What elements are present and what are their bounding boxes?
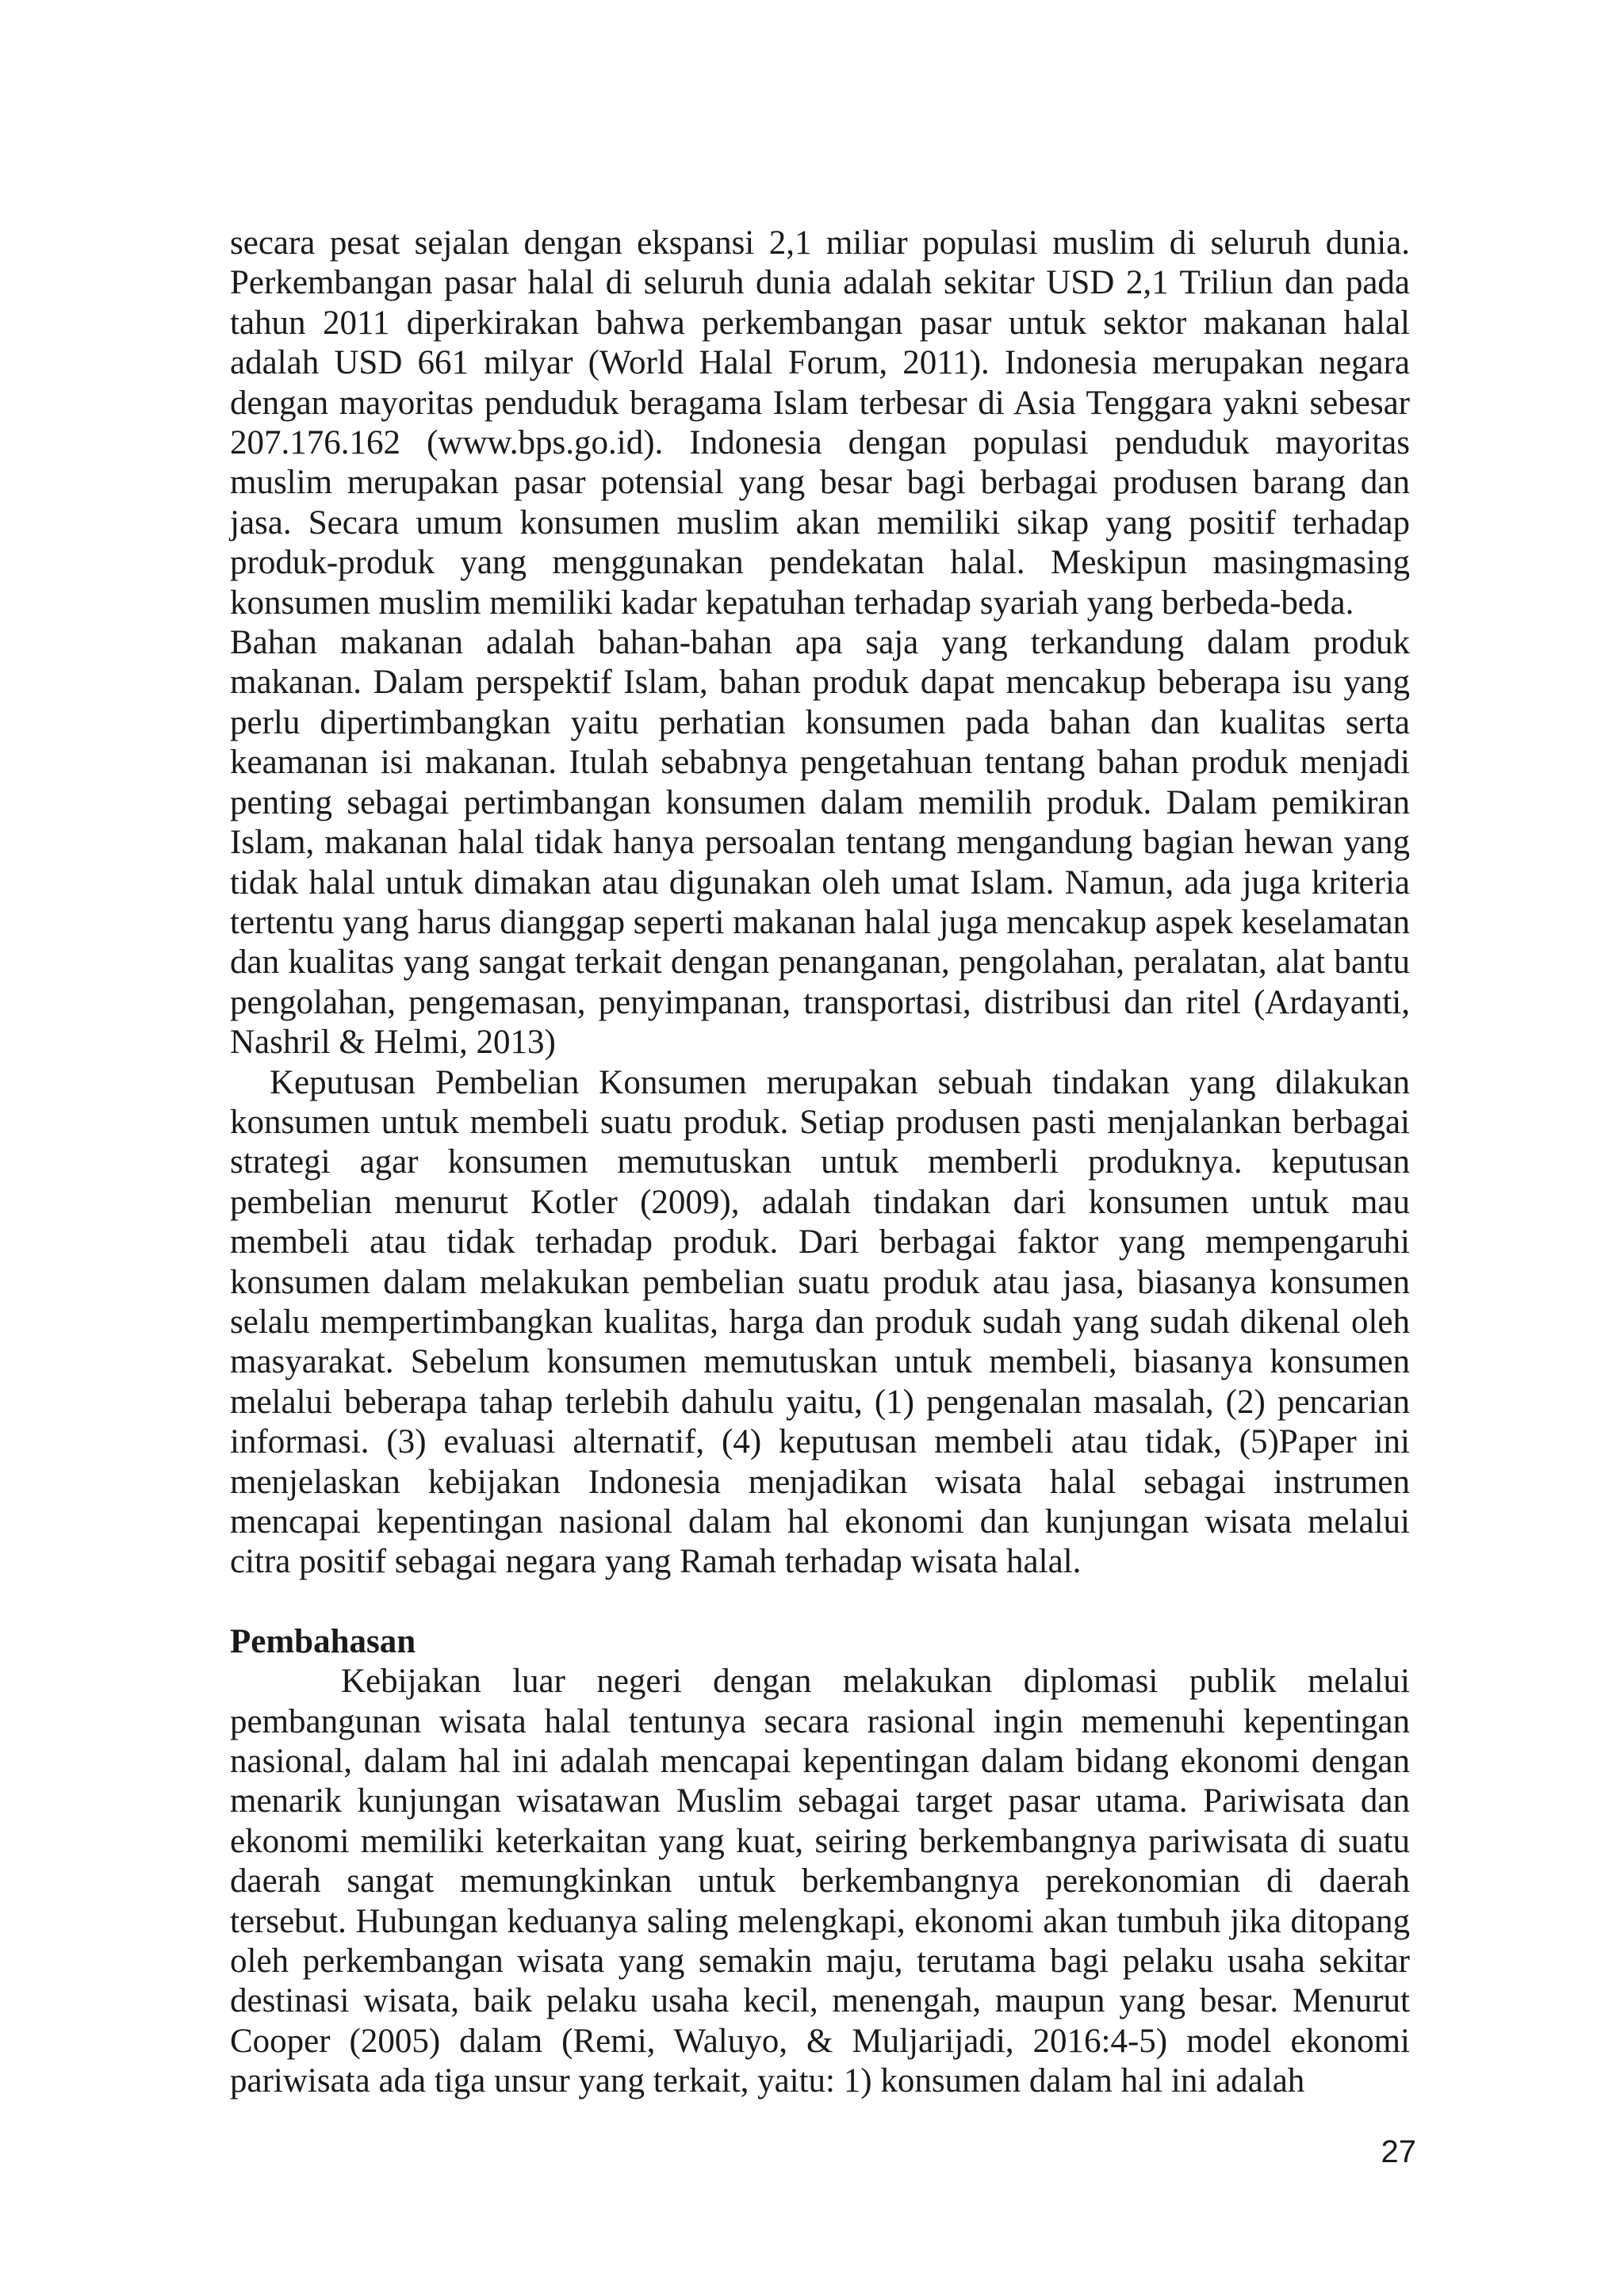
page-number: 27: [1381, 2134, 1416, 2169]
paragraph-purchase-decision: Keputusan Pembelian Konsumen merupakan sebuah tindakan yang dilakukan konsumen untuk membeli suatu produk. Setiap produsen pasti menjalankan berbagai strategi agar konsumen memutuskan untuk memberli produknya. keputusan pembelian menurut Kotler (2009), adalah tindakan dari konsumen untuk mau membeli atau tidak terhadap produk. Dari berbagai faktor yang mempengaruhi konsumen dalam melakukan pembelian suatu produk atau jasa, biasanya konsumen selalu mempertimbangkan kualitas, harga dan produk sudah yang sudah dikenal oleh masyarakat. Sebelum konsumen memutuskan untuk membeli, biasanya konsumen melalui beberapa tahap terlebih dahulu yaitu, (1) pengenalan masalah, (2) pencarian informasi. (3) evaluasi alternatif, (4) keputusan membeli atau tidak, (5)Paper ini menjelaskan kebijakan Indonesia menjadikan wisata halal sebagai instrumen mencapai kepentingan nasional dalam hal ekonomi dan kunjungan wisata melalui citra positif sebagai negara yang Ramah terhadap wisata halal.: [230, 1063, 1410, 1581]
paragraph-food-ingredients: Bahan makanan adalah bahan-bahan apa saja yang terkandung dalam produk makanan. Dalam perspektif Islam, bahan produk dapat mencakup beberapa isu yang perlu dipertimbangkan yaitu perhatian konsumen pada bahan dan kualitas serta keamanan isi makanan. Itulah sebabnya pengetahuan tentang bahan produk menjadi penting sebagai pertimbangan konsumen dalam memilih produk. Dalam pemikiran Islam, makanan halal tidak hanya persoalan tentang mengandung bagian hewan yang tidak halal untuk dimakan atau digunakan oleh umat Islam. Namun, ada juga kriteria tertentu yang harus dianggap seperti makanan halal juga mencakup aspek keselamatan dan kualitas yang sangat terkait dengan penanganan, pengolahan, peralatan, alat bantu pengolahan, pengemasan, penyimpanan, transportasi, distribusi dan ritel (Ardayanti, Nashril & Helmi, 2013): [230, 624, 1410, 1062]
paragraph-discussion: Kebijakan luar negeri dengan melakukan diplomasi publik melalui pembangunan wisata halal tentunya secara rasional ingin memenuhi kepentingan nasional, dalam hal ini adalah mencapai kepentingan dalam bidang ekonomi dengan menarik kunjungan wisatawan Muslim sebagai target pasar utama. Pariwisata dan ekonomi memiliki keterkaitan yang kuat, seiring berkembangnya pariwisata di suatu daerah sangat memungkinkan untuk berkembangnya perekonomian di daerah tersebut. Hubungan keduanya saling melengkapi, ekonomi akan tumbuh jika ditopang oleh perkembangan wisata yang semakin maju, terutama bagi pelaku usaha sekitar destinasi wisata, baik pelaku usaha kecil, menengah, maupun yang besar. Menurut Cooper (2005) dalam (Remi, Waluyo, & Muljarijadi, 2016:4-5) model ekonomi pariwisata ada tiga unsur yang terkait, yaitu: 1) konsumen dalam hal ini adalah: [230, 1663, 1410, 2100]
body-text: [230, 224, 1410, 2102]
paragraph-halal-market: secara pesat sejalan dengan ekspansi 2,1 miliar populasi muslim di seluruh dunia. Perkembangan pasar halal di seluruh dunia adalah sekitar USD 2,1 Triliun dan pada tahun 2011 diperkirakan bahwa perkembangan pasar untuk sektor makanan halal adalah USD 661 milyar (World Halal Forum, 2011). Indonesia merupakan negara dengan mayoritas penduduk beragama Islam terbesar di Asia Tenggara yakni sebesar 207.176.162 (www.bps.go.id). Indonesia dengan populasi penduduk mayoritas muslim merupakan pasar potensial yang besar bagi berbagai produsen barang dan jasa. Secara umum konsumen muslim akan memiliki sikap yang positif terhadap produk-produk yang menggunakan pendekatan halal. Meskipun masingmasing konsumen muslim memiliki kadar kepatuhan terhadap syariah yang berbeda-beda.: [230, 224, 1410, 622]
section-heading: Pembahasan: [230, 1622, 416, 1660]
